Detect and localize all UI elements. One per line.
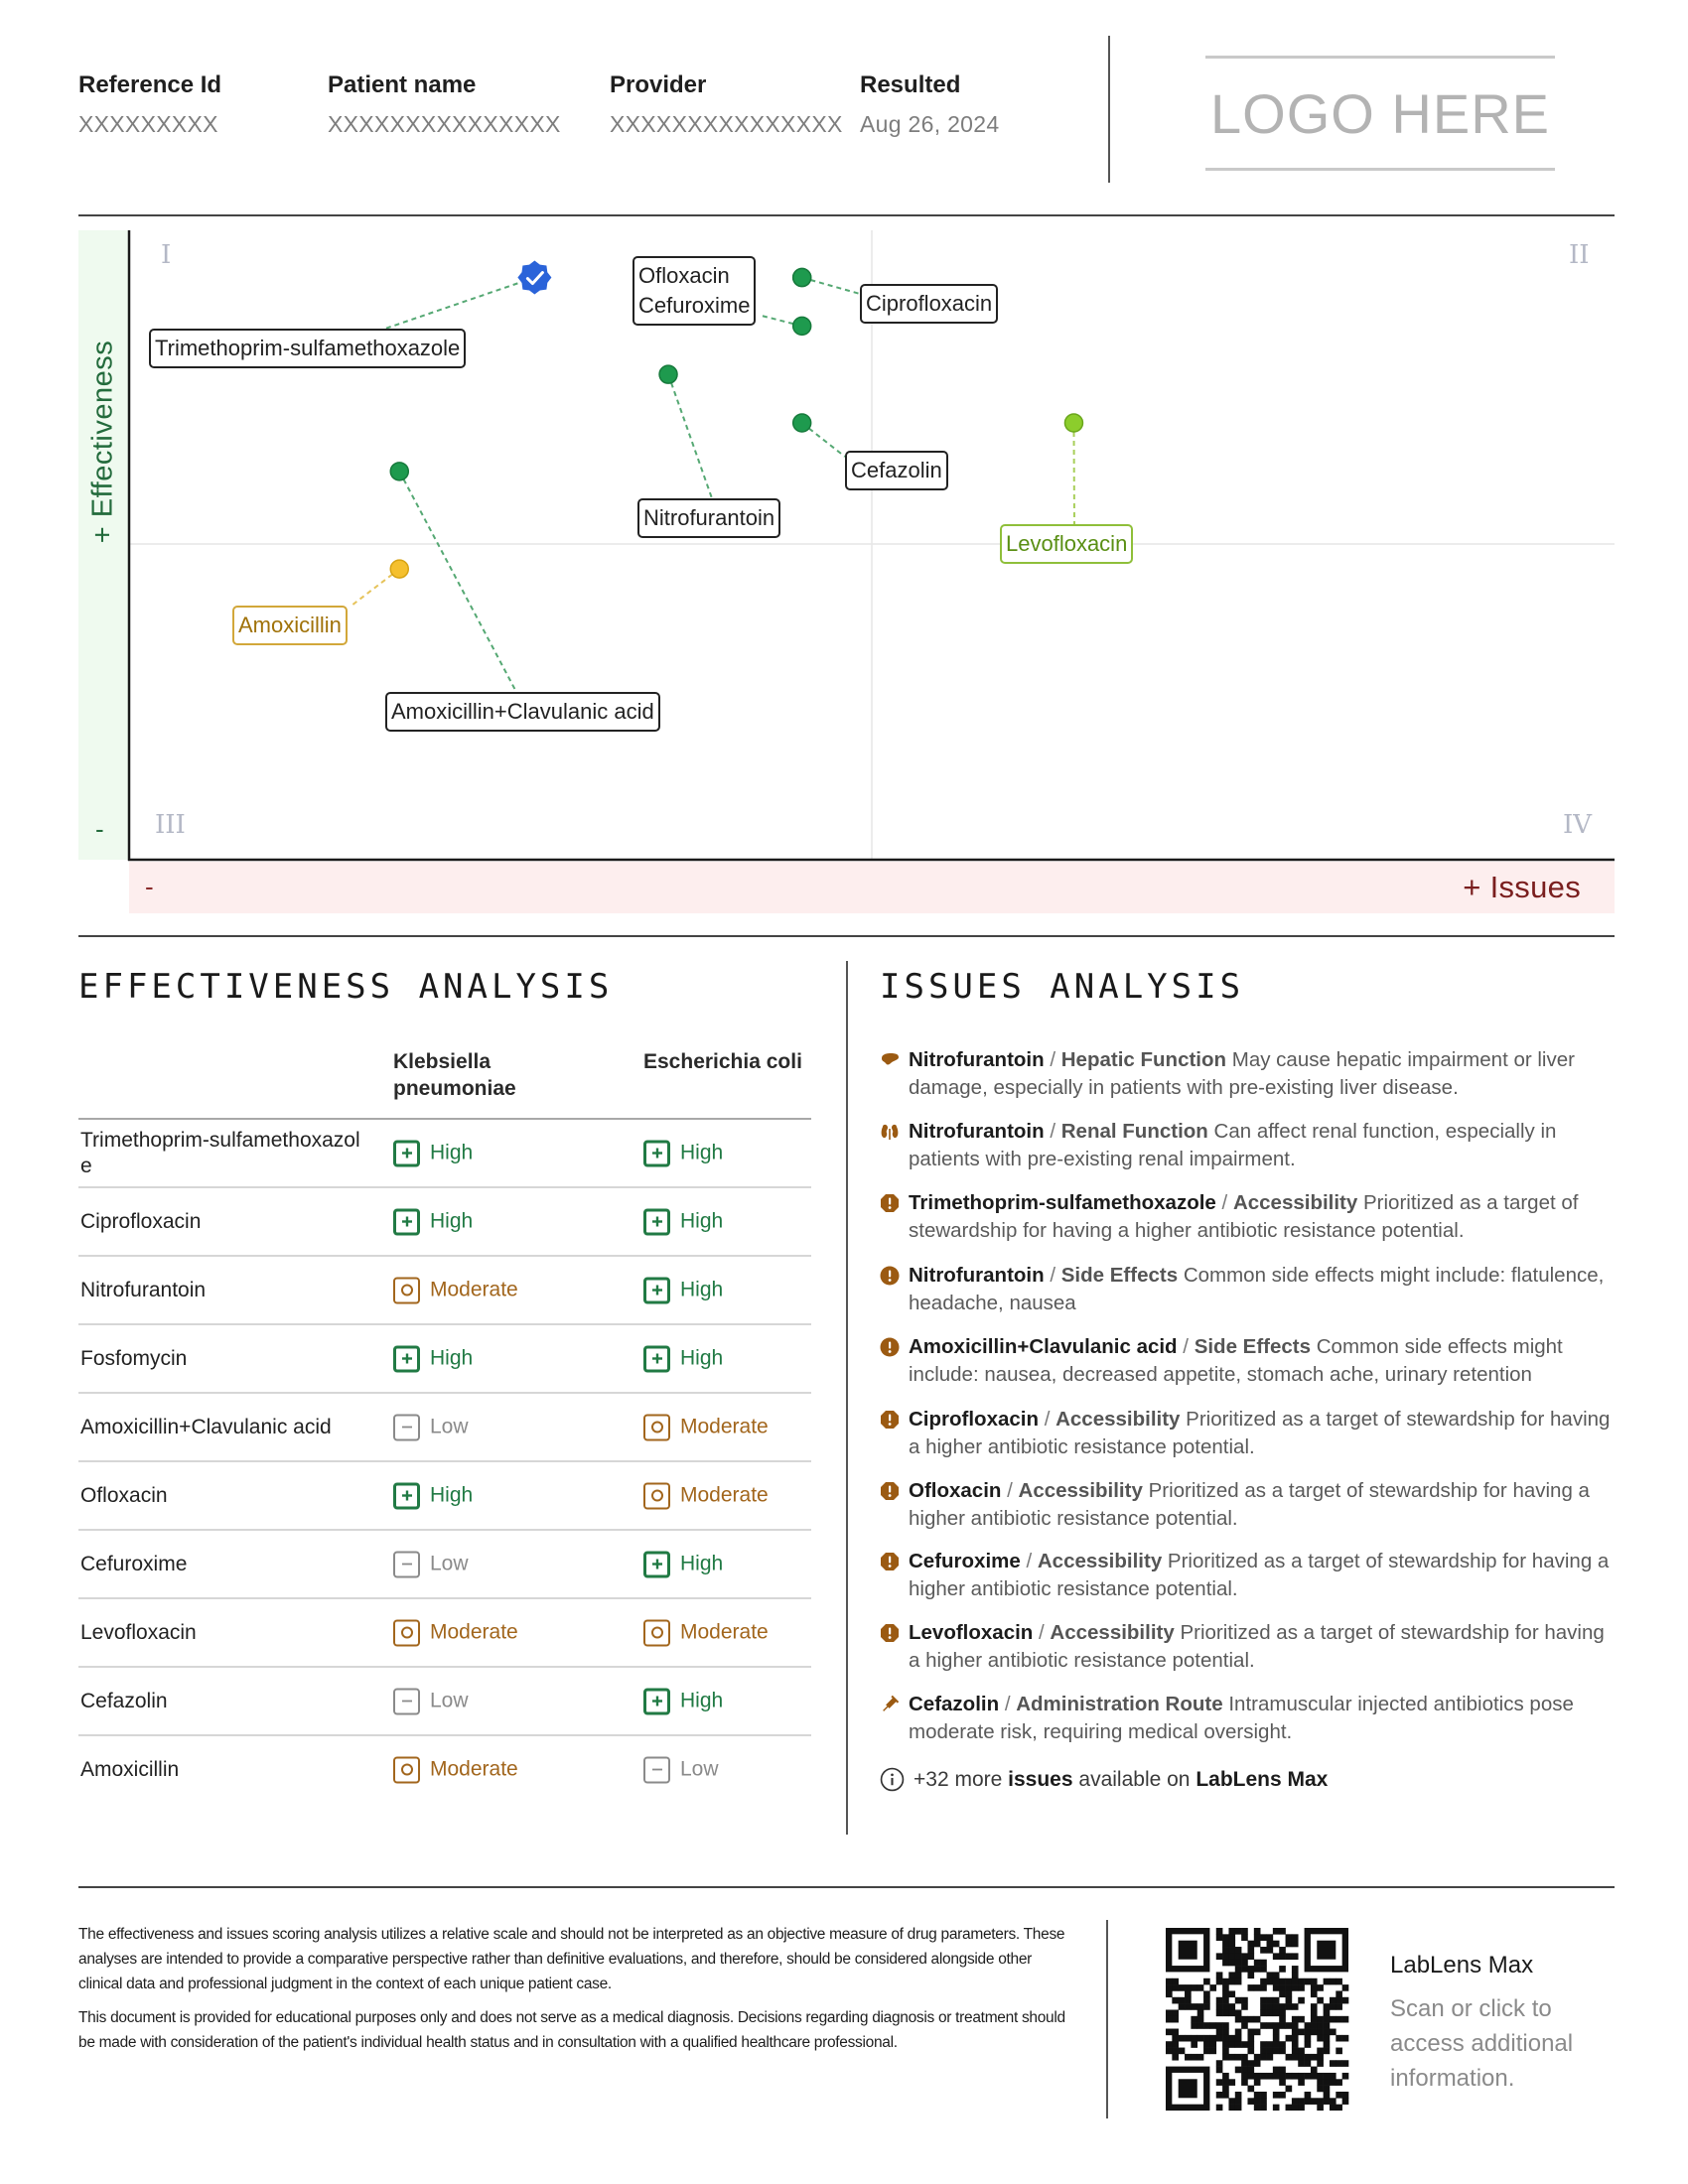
issue-description: Common side effects might include: flatulence, headache, nausea — [909, 1264, 1605, 1314]
row-drug-name: Fosfomycin — [80, 1346, 188, 1370]
issue-separator: / — [1044, 1120, 1061, 1143]
plus-badge-icon — [393, 1208, 420, 1235]
plus-badge-icon — [643, 1140, 670, 1166]
issue-drug: Nitrofurantoin — [909, 1120, 1045, 1143]
minus-badge-icon — [393, 1688, 420, 1714]
issue-item[interactable] — [880, 1548, 1615, 1603]
circle-alert-icon — [880, 1266, 900, 1286]
table-row — [78, 1667, 811, 1735]
issue-category: Renal Function — [1060, 1120, 1208, 1143]
issue-drug: Nitrofurantoin — [909, 1048, 1045, 1071]
chart-label-amoxicillin[interactable]: Amoxicillin — [232, 606, 348, 645]
row-drug-name: Cefazolin — [80, 1689, 168, 1712]
issue-text — [909, 1189, 1615, 1245]
footer-divider — [1106, 1920, 1108, 2118]
resulted-label: Resulted — [860, 71, 961, 98]
row-drug-name: Ciprofloxacin — [80, 1209, 202, 1233]
issue-description: May cause hepatic impairment or liver damage, especially in patients with pre-existing liver disease. — [909, 1048, 1575, 1099]
table-row — [78, 1461, 811, 1530]
data-point-amoxicillin[interactable] — [390, 560, 408, 578]
effectiveness-cell — [393, 1277, 518, 1303]
effectiveness-level: High — [680, 1278, 724, 1301]
minus-badge-icon — [643, 1756, 670, 1783]
issue-separator: / — [1044, 1048, 1061, 1071]
octagon-alert-icon — [880, 1481, 900, 1501]
issue-item[interactable] — [880, 1691, 1615, 1746]
data-point-cefuroxime[interactable] — [793, 317, 811, 335]
qr-code[interactable] — [1152, 1928, 1362, 2111]
effectiveness-cell — [393, 1140, 473, 1166]
effectiveness-level: Moderate — [430, 1278, 518, 1301]
minus-badge-icon — [393, 1414, 420, 1440]
issue-drug: Ofloxacin — [909, 1479, 1002, 1502]
plus-badge-icon — [393, 1140, 420, 1166]
chart-label-cefazolin[interactable]: Cefazolin — [845, 451, 948, 490]
effectiveness-axis-minus: - — [95, 814, 104, 844]
effectiveness-level: Moderate — [680, 1620, 769, 1644]
plus-badge-icon — [643, 1551, 670, 1577]
circle-badge-icon — [643, 1619, 670, 1646]
chart-label-cefuroxime: Cefuroxime — [638, 293, 751, 318]
effectiveness-cell — [393, 1551, 469, 1577]
issue-description: Prioritized as a target of stewardship for having a higher antibiotic resistance potential. — [909, 1621, 1605, 1672]
chart-label-trimethoprim-sulfamethoxazole[interactable]: Trimethoprim-sulfamethoxazole — [149, 329, 466, 368]
issue-drug: Levofloxacin — [909, 1621, 1034, 1644]
effectiveness-cell — [393, 1756, 518, 1783]
issue-drug: Cefuroxime — [909, 1550, 1021, 1572]
issue-separator: / — [1001, 1479, 1019, 1502]
chart-label-ofloxacin: Ofloxacin — [638, 263, 730, 288]
syringe-icon — [880, 1695, 900, 1714]
provider-value: XXXXXXXXXXXXXXX — [610, 111, 843, 137]
effectiveness-cell — [393, 1345, 473, 1372]
issue-text — [909, 1118, 1615, 1173]
effectiveness-level: High — [680, 1689, 724, 1712]
effectiveness-cell — [643, 1140, 723, 1166]
reference-id-label: Reference Id — [78, 71, 222, 98]
issue-separator: / — [1044, 1264, 1061, 1287]
effectiveness-cell — [393, 1208, 473, 1235]
leader-line-amoxicillin-clavulanic-acid — [399, 472, 516, 692]
circle-badge-icon — [393, 1619, 420, 1646]
resulted-date: Aug 26, 2024 — [860, 111, 1000, 137]
chart-label-ofloxacin-cefuroxime[interactable] — [633, 256, 756, 326]
issue-item[interactable] — [880, 1619, 1615, 1675]
leader-line-levofloxacin — [1073, 423, 1074, 524]
issue-item[interactable] — [880, 1189, 1615, 1245]
quadrant-label-iv: IV — [1563, 810, 1593, 840]
quadrant-label-iii: III — [155, 810, 186, 840]
effectiveness-level: High — [680, 1346, 724, 1370]
table-row — [78, 1256, 811, 1324]
issue-drug: Amoxicillin+Clavulanic acid — [909, 1335, 1178, 1358]
issue-separator: / — [1020, 1550, 1038, 1572]
issue-category: Accessibility — [1037, 1550, 1163, 1572]
effectiveness-level: Moderate — [680, 1415, 769, 1438]
plus-badge-icon — [393, 1482, 420, 1509]
issue-item[interactable] — [880, 1477, 1615, 1533]
plus-badge-icon — [393, 1345, 420, 1372]
issue-category: Accessibility — [1055, 1408, 1181, 1431]
data-point-cefazolin[interactable] — [793, 414, 811, 432]
issue-item[interactable] — [880, 1118, 1615, 1173]
chart-label-levofloxacin[interactable]: Levofloxacin — [1000, 524, 1133, 564]
issue-separator: / — [1177, 1335, 1195, 1358]
column-header-klebsiella: Klebsiella pneumoniae — [393, 1050, 516, 1100]
issue-drug: Nitrofurantoin — [909, 1264, 1045, 1287]
chart-label-nitrofurantoin[interactable]: Nitrofurantoin — [637, 498, 780, 538]
issue-category: Accessibility — [1232, 1191, 1358, 1214]
effectiveness-level: High — [430, 1209, 474, 1233]
plus-badge-icon — [643, 1345, 670, 1372]
issue-separator: / — [999, 1693, 1017, 1715]
chart-label-ciprofloxacin[interactable]: Ciprofloxacin — [860, 284, 998, 324]
issue-separator: / — [1033, 1621, 1051, 1644]
issue-description: Prioritized as a target of stewardship for having a higher antibiotic resistance potential. — [909, 1550, 1610, 1600]
issue-category: Side Effects — [1194, 1335, 1312, 1358]
info-icon — [880, 1767, 905, 1792]
row-drug-name: Cefuroxime — [80, 1552, 188, 1575]
octagon-alert-icon — [880, 1623, 900, 1643]
row-drug-name: Nitrofurantoin — [80, 1278, 207, 1301]
octagon-alert-icon — [880, 1410, 900, 1430]
effectiveness-level: High — [430, 1141, 474, 1164]
issue-drug: Ciprofloxacin — [909, 1408, 1039, 1431]
issue-category: Administration Route — [1016, 1693, 1223, 1715]
data-point-levofloxacin[interactable] — [1064, 414, 1082, 432]
data-point-ciprofloxacin[interactable] — [793, 269, 811, 287]
effectiveness-level: High — [680, 1209, 724, 1233]
chart-label-amoxicillin-clavulanic-acid[interactable]: Amoxicillin+Clavulanic acid — [385, 692, 660, 732]
row-drug-name: Levofloxacin — [80, 1620, 197, 1644]
table-row — [78, 1324, 811, 1393]
issue-category: Accessibility — [1050, 1621, 1175, 1644]
kidney-icon — [880, 1122, 900, 1142]
effectiveness-cell — [393, 1414, 469, 1440]
issue-description: Can affect renal function, especially in patients with pre-existing renal impairment. — [909, 1120, 1557, 1170]
effectiveness-cell — [643, 1345, 723, 1372]
row-drug-name: Amoxicillin+Clavulanic acid — [80, 1415, 332, 1438]
effectiveness-level: Low — [430, 1415, 469, 1438]
lablens-max-description: Scan or click to access additional information. — [1390, 1995, 1574, 2092]
effectiveness-level: Moderate — [430, 1620, 518, 1644]
disclaimer-educational: This document is provided for educational purposes only and does not serve as a medical diagnosis. Decisions regarding diagnosis or treatment should be made with consideration of the patient's individual health status and in consultation with a qualified healthcare professional. — [78, 2009, 1065, 2051]
provider-label: Provider — [610, 71, 707, 98]
effectiveness-level: Low — [430, 1689, 469, 1712]
selected-point-trimethoprim-sulfamethoxazole[interactable] — [517, 261, 551, 295]
leader-line-nitrofurantoin — [668, 374, 712, 498]
effectiveness-level: High — [680, 1141, 724, 1164]
circle-badge-icon — [643, 1414, 670, 1440]
effectiveness-level: Moderate — [680, 1483, 769, 1507]
effectiveness-cell — [643, 1756, 719, 1783]
table-row — [78, 1735, 811, 1804]
circle-alert-icon — [880, 1337, 900, 1357]
issue-text — [909, 1548, 1615, 1603]
circle-badge-icon — [643, 1482, 670, 1509]
issue-item[interactable] — [880, 1262, 1615, 1317]
row-drug-name: Trimethoprim-sulfamethoxazole — [80, 1128, 360, 1177]
more-issues-link[interactable] — [880, 1767, 1328, 1792]
table-row — [78, 1598, 811, 1667]
effectiveness-cell — [643, 1208, 723, 1235]
table-row — [78, 1119, 811, 1187]
column-header-escherichia: Escherichia coli — [643, 1050, 802, 1073]
lablens-max-title: LabLens Max — [1390, 1952, 1534, 1979]
effectiveness-level: High — [680, 1552, 724, 1575]
effectiveness-cell — [643, 1551, 723, 1577]
effectiveness-analysis-title: EFFECTIVENESS ANALYSIS — [78, 967, 614, 1007]
circle-badge-icon — [393, 1756, 420, 1783]
quadrant-label-i: I — [161, 240, 172, 270]
issue-description: Prioritized as a target of stewardship for having a higher antibiotic resistance potential. — [909, 1479, 1590, 1530]
issue-drug: Cefazolin — [909, 1693, 1000, 1715]
row-drug-name: Ofloxacin — [80, 1483, 168, 1507]
more-issues-product: LabLens Max — [1196, 1767, 1329, 1791]
issue-separator: / — [1039, 1408, 1056, 1431]
issue-category: Accessibility — [1018, 1479, 1143, 1502]
table-row — [78, 1393, 811, 1461]
issues-analysis-title: ISSUES ANALYSIS — [880, 967, 1245, 1007]
effectiveness-cell — [643, 1482, 769, 1509]
data-point-amoxicillin-clavulanic-acid[interactable] — [390, 463, 408, 480]
effectiveness-axis-title: + Effectiveness — [86, 340, 119, 544]
minus-badge-icon — [393, 1551, 420, 1577]
effectiveness-cell — [643, 1619, 769, 1646]
data-point-nitrofurantoin[interactable] — [659, 365, 677, 383]
issue-text — [909, 1619, 1615, 1675]
issue-text — [909, 1691, 1615, 1746]
effectiveness-cell — [643, 1688, 723, 1714]
issue-separator: / — [1215, 1191, 1233, 1214]
issue-drug: Trimethoprim-sulfamethoxazole — [909, 1191, 1216, 1214]
issue-item[interactable] — [880, 1406, 1615, 1461]
effectiveness-level: High — [430, 1346, 474, 1370]
issue-text — [909, 1477, 1615, 1533]
effectiveness-level: Moderate — [430, 1757, 518, 1781]
issue-category: Side Effects — [1060, 1264, 1179, 1287]
table-row — [78, 1530, 811, 1598]
issue-text — [909, 1046, 1615, 1102]
table-row — [78, 1187, 811, 1256]
more-issues-word: issues — [1008, 1767, 1073, 1791]
section-divider — [846, 961, 848, 1835]
plus-badge-icon — [643, 1277, 670, 1303]
issue-description: Common side effects might include: nausea, decreased appetite, stomach ache, urinary retention — [909, 1335, 1563, 1386]
quadrant-label-ii: II — [1569, 240, 1590, 270]
octagon-alert-icon — [880, 1193, 900, 1213]
effectiveness-level: High — [430, 1483, 474, 1507]
issue-description: Intramuscular injected antibiotics pose moderate risk, requiring medical oversight. — [909, 1693, 1574, 1743]
issue-text — [909, 1262, 1615, 1317]
drug-matrix-chart — [0, 0, 1688, 953]
chart-bottom-rule — [78, 935, 1615, 937]
issue-item[interactable] — [880, 1333, 1615, 1389]
patient-name-label: Patient name — [328, 71, 477, 98]
more-issues-count: +32 more — [914, 1767, 1003, 1791]
reference-id-value: XXXXXXXXX — [78, 111, 218, 137]
effectiveness-cell — [393, 1688, 469, 1714]
disclaimer-scoring: The effectiveness and issues scoring analysis utilizes a relative scale and should not be interpreted as an objective measure of drug parameters. These analyses are intended to provide a comparative perspective rather than definitive evaluations, and therefore, should be considered alongside other clinical data and professional judgment in the context of each unique patient case. — [78, 1926, 1065, 1992]
effectiveness-cell — [393, 1482, 473, 1509]
issue-text — [909, 1406, 1615, 1461]
row-drug-name: Amoxicillin — [80, 1757, 180, 1781]
logo-placeholder: LOGO HERE — [1205, 56, 1555, 171]
effectiveness-level: Low — [430, 1552, 469, 1575]
issue-description: Prioritized as a target of stewardship for having a higher antibiotic resistance potential. — [909, 1191, 1579, 1242]
liver-icon — [880, 1050, 900, 1070]
effectiveness-cell — [393, 1619, 518, 1646]
leader-line-trimethoprim-sulfamethoxazole — [385, 278, 534, 329]
plus-badge-icon — [643, 1688, 670, 1714]
footer-rule — [78, 1886, 1615, 1888]
issue-text — [909, 1333, 1615, 1389]
issues-axis-title: + Issues — [1463, 870, 1581, 904]
octagon-alert-icon — [880, 1552, 900, 1571]
issue-category: Hepatic Function — [1060, 1048, 1227, 1071]
circle-badge-icon — [393, 1277, 420, 1303]
issue-description: Prioritized as a target of stewardship for having a higher antibiotic resistance potential. — [909, 1408, 1611, 1458]
effectiveness-level: Low — [680, 1757, 719, 1781]
issues-axis-minus: - — [145, 872, 154, 901]
patient-name-value: XXXXXXXXXXXXXXX — [328, 111, 561, 137]
more-issues-middle: available on — [1078, 1767, 1191, 1791]
effectiveness-cell — [643, 1414, 769, 1440]
issue-item[interactable] — [880, 1046, 1615, 1102]
effectiveness-cell — [643, 1277, 723, 1303]
plus-badge-icon — [643, 1208, 670, 1235]
